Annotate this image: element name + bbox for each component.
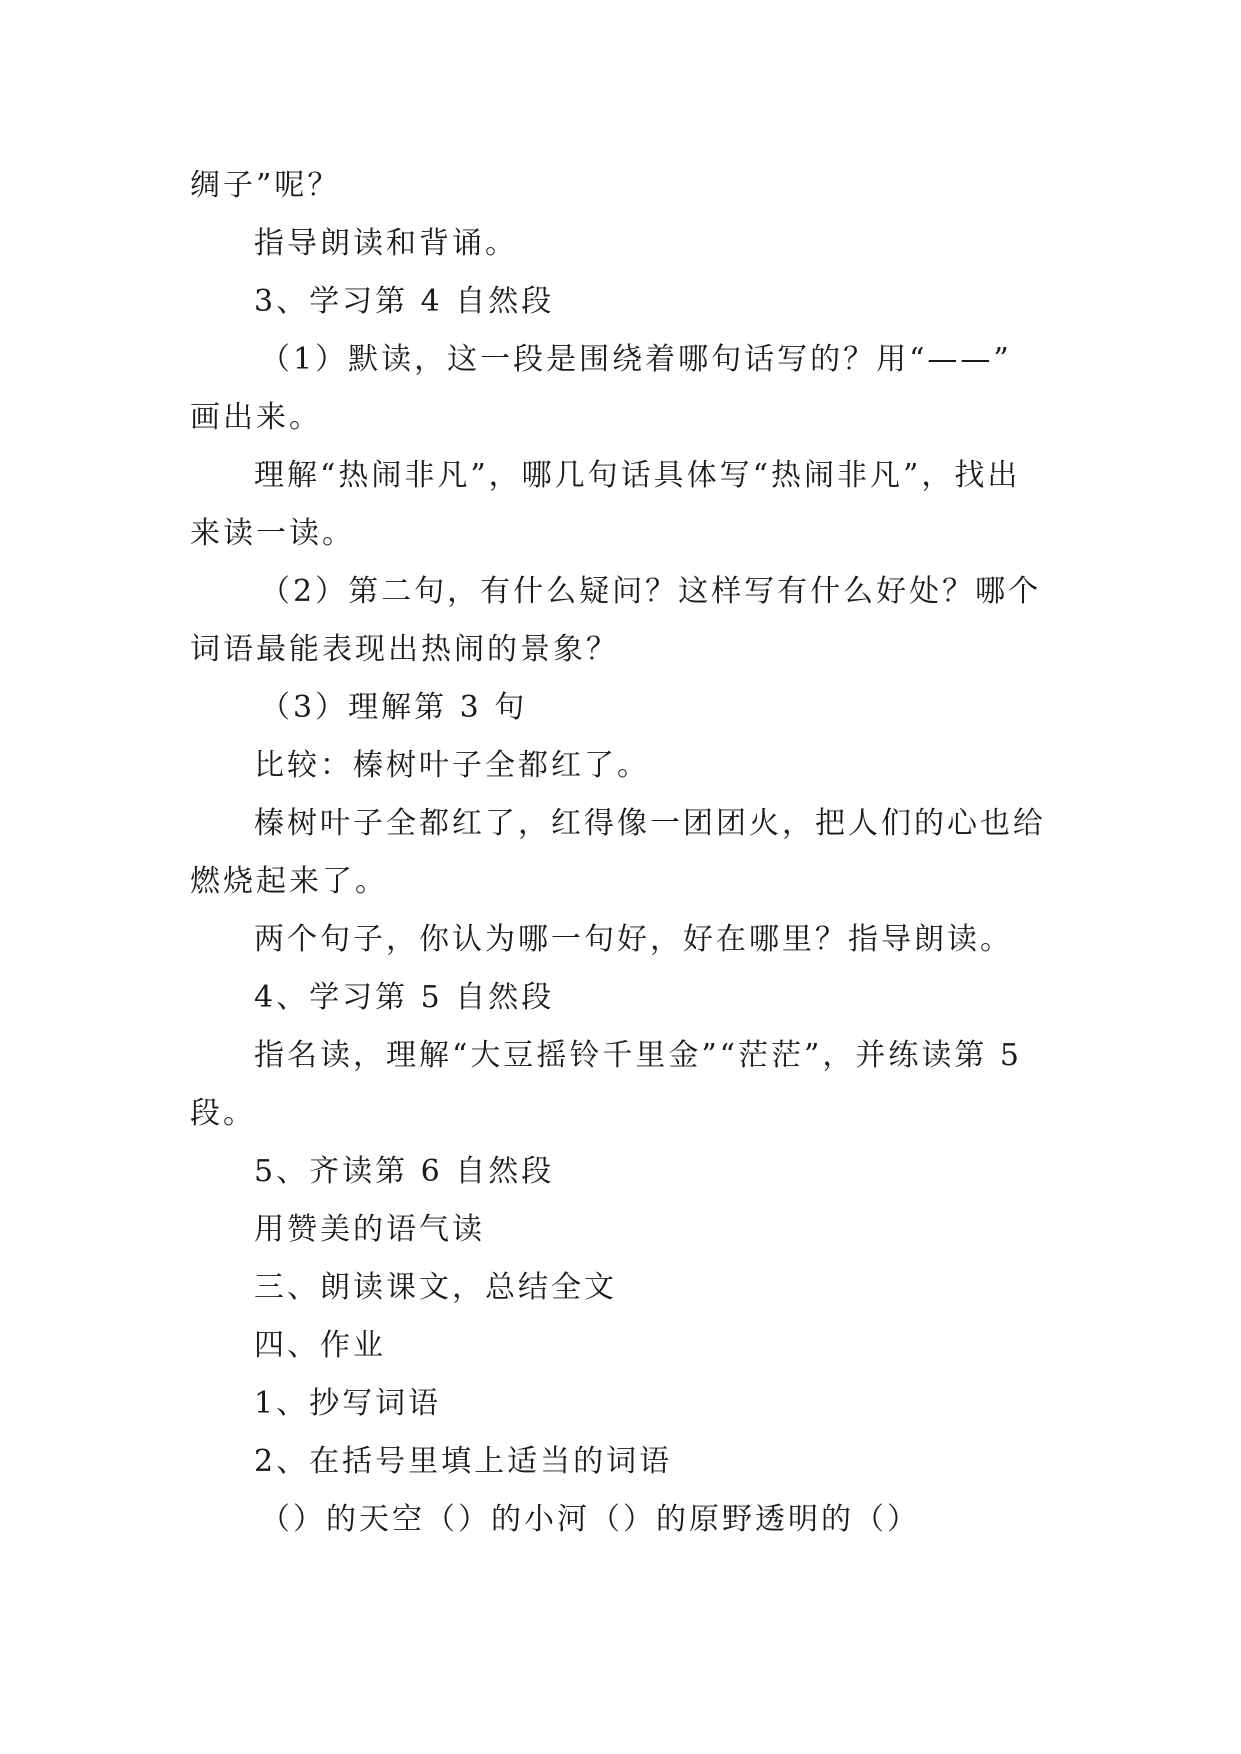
- text-line: 1、抄写词语: [254, 1386, 442, 1421]
- text-line: 绸子”呢？: [190, 168, 341, 203]
- section-heading: 三、朗读课文，总结全文: [254, 1270, 617, 1305]
- document-body: [190, 157, 1070, 1549]
- section-heading: 四、作业: [254, 1328, 386, 1363]
- text-line: 两个句子，你认为哪一句好，好在哪里？指导朗读。: [254, 922, 1013, 957]
- text-line: 2、在括号里填上适当的词语: [254, 1444, 673, 1479]
- text-line: 比较：榛树叶子全都红了。: [254, 748, 650, 783]
- text-line: 用赞美的语气读: [254, 1212, 485, 1247]
- text-line: 段。: [190, 1096, 256, 1131]
- section-heading: 5、齐读第 6 自然段: [254, 1154, 555, 1189]
- text-line: （2）第二句，有什么疑问？这样写有什么好处？哪个: [260, 574, 1042, 609]
- section-heading: 4、学习第 5 自然段: [254, 980, 555, 1015]
- text-line: （）的天空（）的小河（）的原野透明的（）: [260, 1502, 920, 1537]
- text-line: 指导朗读和背诵。: [254, 226, 518, 261]
- text-line: 指名读，理解“大豆摇铃千里金”“茫茫”，并练读第 5: [254, 1038, 1022, 1073]
- text-line: 来读一读。: [190, 516, 355, 551]
- text-line: 理解“热闹非凡”，哪几句话具体写“热闹非凡”，找出: [254, 458, 1021, 493]
- text-line: 燃烧起来了。: [190, 864, 388, 899]
- text-line: （1）默读，这一段是围绕着哪句话写的？用“——”: [260, 342, 1012, 377]
- text-line: 词语最能表现出热闹的景象？: [190, 632, 619, 667]
- text-line: 画出来。: [190, 400, 322, 435]
- text-line: （3）理解第 3 句: [260, 690, 528, 725]
- section-heading: 3、学习第 4 自然段: [254, 284, 555, 319]
- text-line: 榛树叶子全都红了，红得像一团团火，把人们的心也给: [254, 806, 1046, 841]
